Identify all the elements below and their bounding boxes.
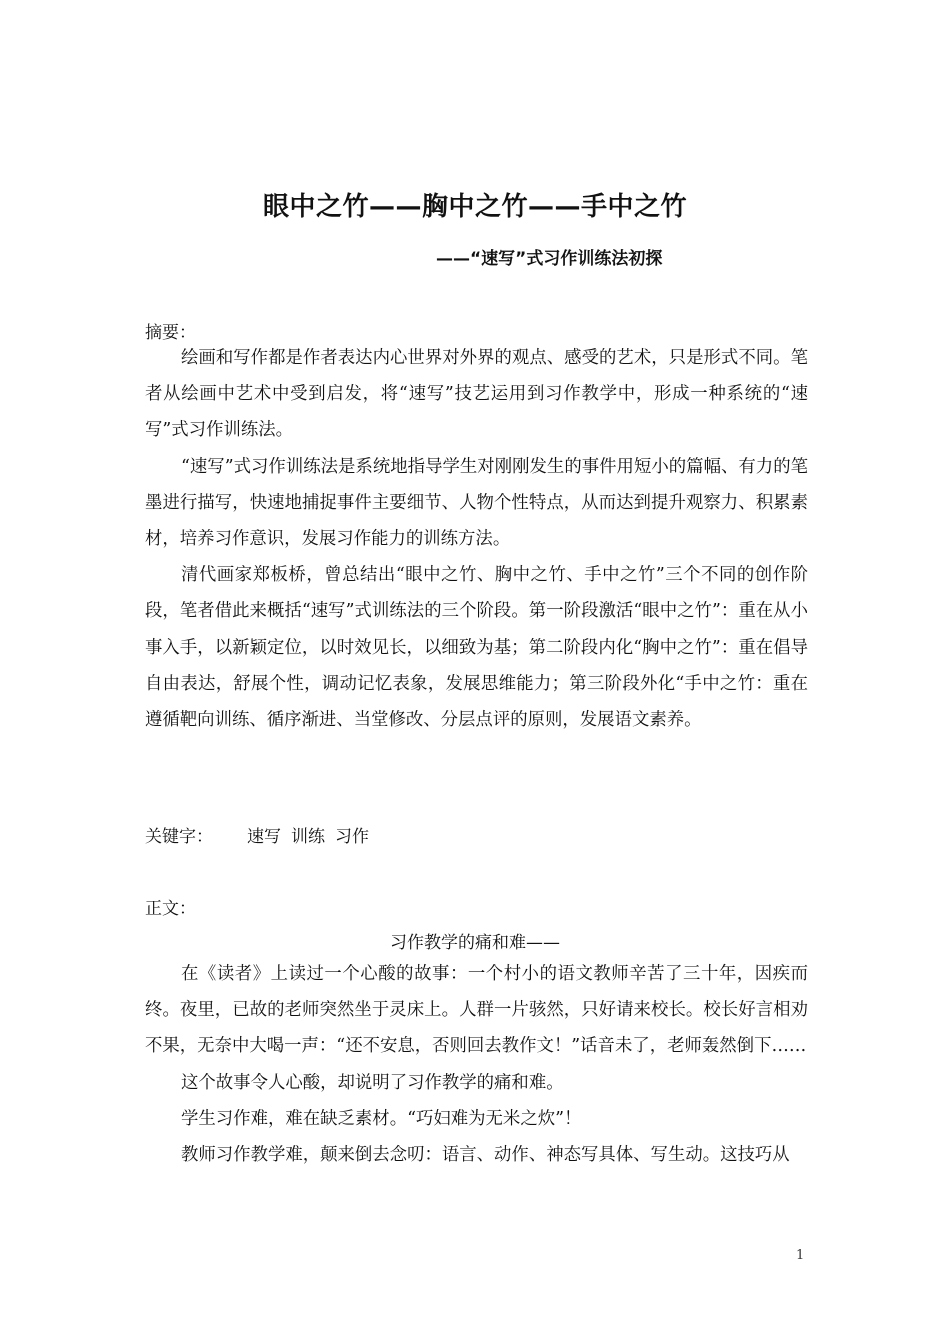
main-paragraph: 教师习作教学难，颠来倒去念叨：语言、动作、神态写具体、写生动。这技巧从	[181, 1145, 790, 1166]
main-paragraph: 这个故事令人心酸，却说明了习作教学的痛和难。	[181, 1072, 564, 1093]
main-text-label: 正文：	[145, 899, 196, 919]
page-number: 1	[796, 1248, 805, 1263]
keyword: 速写	[247, 827, 281, 847]
main-paragraph: 学生习作难，难在缺乏素材。“巧妇难为无米之炊”！	[181, 1108, 582, 1129]
main-body	[145, 956, 808, 1173]
keyword: 训练	[291, 827, 325, 847]
document-subtitle: ——“速写”式习作训练法初探	[436, 249, 663, 269]
document-title: 眼中之竹——胸中之竹——手中之竹	[262, 192, 687, 222]
keywords-label: 关键字：	[145, 827, 213, 847]
abstract-body	[145, 340, 808, 738]
keyword: 习作	[335, 827, 369, 847]
section-heading: 习作教学的痛和难——	[390, 933, 560, 953]
abstract-paragraph: “速写”式习作训练法是系统地指导学生对刚刚发生的事件用短小的篇幅、有力的笔墨进行描写，快速地捕捉事件主要细节、人物个性特点，从而达到提升观察力、积累素材，培养习作意识，发展习作能力的训练方法。	[145, 456, 808, 550]
abstract-paragraph: 清代画家郑板桥，曾总结出“眼中之竹、胸中之竹、手中之竹”三个不同的创作阶段，笔者借此来概括“速写”式训练法的三个阶段。第一阶段激活“眼中之竹”：重在从小事入手，以新颖定位，以时效见长，以细致为基；第二阶段内化“胸中之竹”：重在倡导自由表达，舒展个性，调动记忆表象，发展思维能力；第三阶段外化“手中之竹：重在遵循靶向训练、循序渐进、当堂修改、分层点评的原则，发展语文素养。	[145, 565, 808, 731]
abstract-paragraph: 绘画和写作都是作者表达内心世界对外界的观点、感受的艺术，只是形式不同。笔者从绘画中艺术中受到启发，将“速写”技艺运用到习作教学中，形成一种系统的“速写”式习作训练法。	[145, 348, 808, 441]
main-paragraph: 在《读者》上读过一个心酸的故事：一个村小的语文教师辛苦了三十年，因疾而终。夜里，已故的老师突然坐于灵床上。人群一片骇然，只好请来校长。校长好言相劝不果，无奈中大喝一声：“还不安息，否则回去教作文！”话音未了，老师轰然倒下……	[145, 964, 808, 1057]
keywords-row	[145, 822, 369, 847]
abstract-label: 摘要：	[145, 323, 196, 343]
